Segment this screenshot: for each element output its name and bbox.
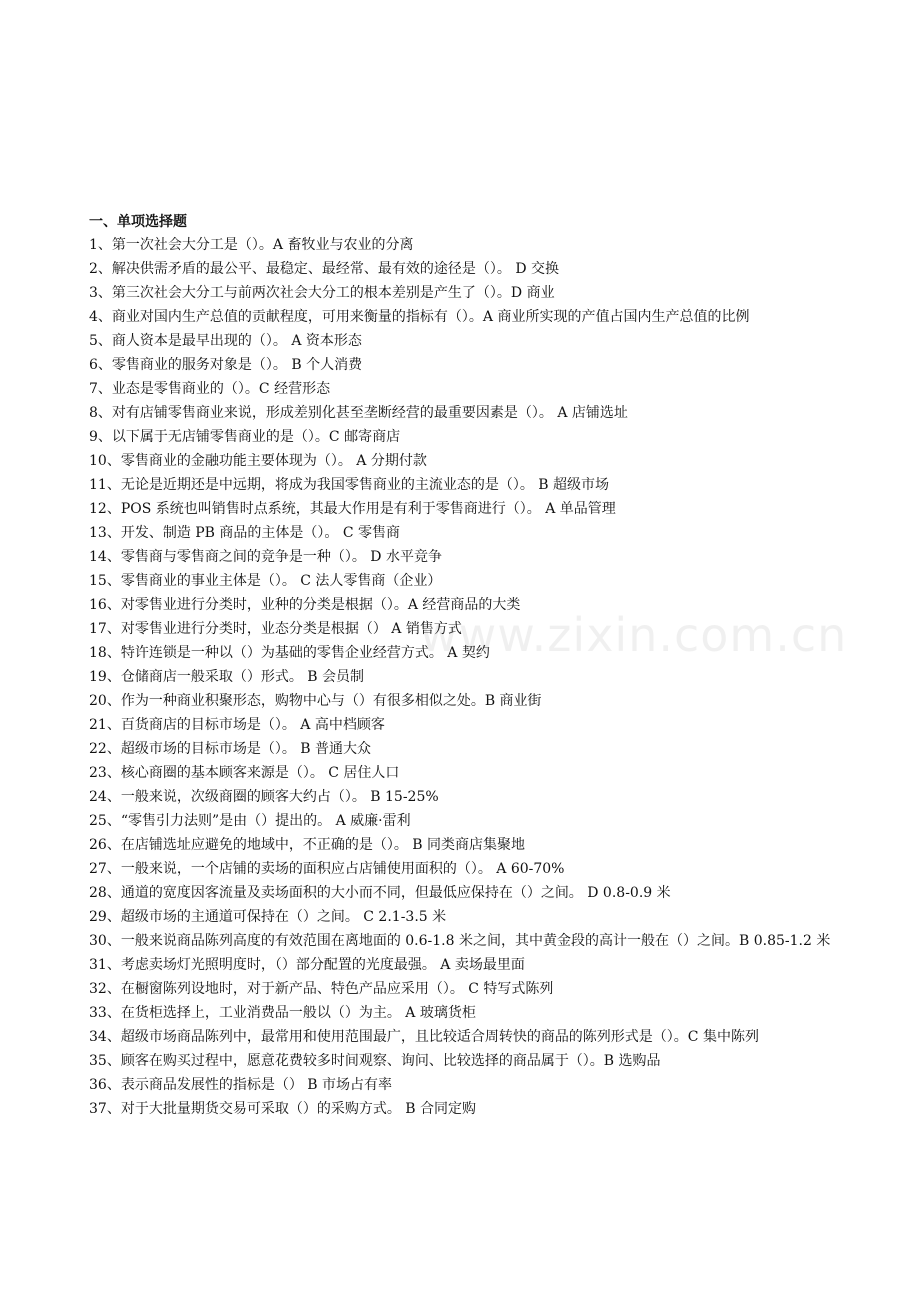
question-item: 13、开发、制造 PB 商品的主体是（）。 C 零售商	[89, 525, 401, 541]
question-item: 1、第一次社会大分工是（）。A 畜牧业与农业的分离	[89, 237, 414, 253]
question-item: 11、无论是近期还是中远期，将成为我国零售商业的主流业态的是（）。 B 超级市场	[89, 477, 610, 493]
question-item: 32、在橱窗陈列设地时，对于新产品、特色产品应采用（）。 C 特写式陈列	[89, 981, 554, 997]
question-item: 26、在店铺选址应避免的地域中，不正确的是（）。 B 同类商店集聚地	[89, 837, 526, 853]
question-item: 4、商业对国内生产总值的贡献程度，可用来衡量的指标有（）。A 商业所实现的产值占国内生产总值的比例	[89, 309, 750, 325]
question-item: 33、在货柜选择上，工业消费品一般以（）为主。 A 玻璃货柜	[89, 1005, 476, 1021]
question-item: 20、作为一种商业积聚形态，购物中心与（）有很多相似之处。B 商业街	[89, 693, 542, 709]
question-item: 37、对于大批量期货交易可采取（）的采购方式。 B 合同定购	[89, 1101, 477, 1117]
question-item: 5、商人资本是最早出现的（）。 A 资本形态	[89, 333, 362, 349]
question-item: 18、特许连锁是一种以（）为基础的零售企业经营方式。 A 契约	[89, 645, 490, 661]
document-content	[89, 211, 848, 1121]
question-item: 36、表示商品发展性的指标是（） B 市场占有率	[89, 1077, 393, 1093]
question-item: 23、核心商圈的基本顾客来源是（）。 C 居住人口	[89, 765, 400, 781]
question-item: 25、“零售引力法则”是由（）提出的。 A 威廉·雷利	[89, 813, 411, 829]
question-item: 6、零售商业的服务对象是（）。 B 个人消费	[89, 357, 363, 373]
question-item: 9、以下属于无店铺零售商业的是（）。C 邮寄商店	[89, 429, 401, 445]
question-item: 22、超级市场的目标市场是（）。 B 普通大众	[89, 741, 372, 757]
question-item: 7、业态是零售商业的（）。C 经营形态	[89, 381, 331, 397]
watermark-text: www.zixin.com.cn	[420, 608, 848, 662]
question-item: 17、对零售业进行分类时，业态分类是根据（） A 销售方式	[89, 621, 462, 637]
question-item: 30、一般来说商品陈列高度的有效范围在离地面的 0.6-1.8 米之间，其中黄金段的高计一般在（）之间。B 0.85-1.2 米	[89, 933, 831, 949]
question-item: 27、一般来说，一个店铺的卖场的面积应占店铺使用面积的（）。 A 60-70%	[89, 861, 565, 877]
question-item: 2、解决供需矛盾的最公平、最稳定、最经常、最有效的途径是（）。 D 交换	[89, 261, 560, 277]
question-item: 31、考虑卖场灯光照明度时，（）部分配置的光度最强。 A 卖场最里面	[89, 957, 525, 973]
question-item: 16、对零售业进行分类时，业种的分类是根据（）。A 经营商品的大类	[89, 597, 521, 613]
question-item: 34、超级市场商品陈列中，最常用和使用范围最广，且比较适合周转快的商品的陈列形式是（）。C 集中陈列	[89, 1029, 759, 1045]
question-item: 12、POS 系统也叫销售时点系统，其最大作用是有利于零售商进行（）。 A 单品管理	[89, 501, 616, 517]
question-item: 19、仓储商店一般采取（）形式。 B 会员制	[89, 669, 365, 685]
question-item: 24、一般来说，次级商圈的顾客大约占（）。 B 15-25%	[89, 789, 439, 805]
question-item: 10、零售商业的金融功能主要体现为（）。 A 分期付款	[89, 453, 427, 469]
question-item: 28、通道的宽度因客流量及卖场面积的大小而不同，但最低应保持在（）之间。 D 0.8-0.9 米	[89, 885, 671, 901]
question-item: 14、零售商与零售商之间的竞争是一种（）。 D 水平竞争	[89, 549, 442, 565]
question-item: 8、对有店铺零售商业来说，形成差别化甚至垄断经营的最重要因素是（）。 A 店铺选址	[89, 405, 628, 421]
question-item: 21、百货商店的目标市场是（）。 A 高中档顾客	[89, 717, 385, 733]
question-item: 15、零售商业的事业主体是（）。 C 法人零售商（企业）	[89, 573, 442, 589]
question-item: 3、第三次社会大分工与前两次社会大分工的根本差别是产生了（）。D 商业	[89, 285, 555, 301]
question-list	[89, 233, 848, 1121]
question-item: 29、超级市场的主通道可保持在（）之间。 C 2.1-3.5 米	[89, 909, 447, 925]
question-item: 35、顾客在购买过程中，愿意花费较多时间观察、询问、比较选择的商品属于（）。B 选购品	[89, 1053, 661, 1069]
section-title: 一、单项选择题	[89, 214, 187, 230]
